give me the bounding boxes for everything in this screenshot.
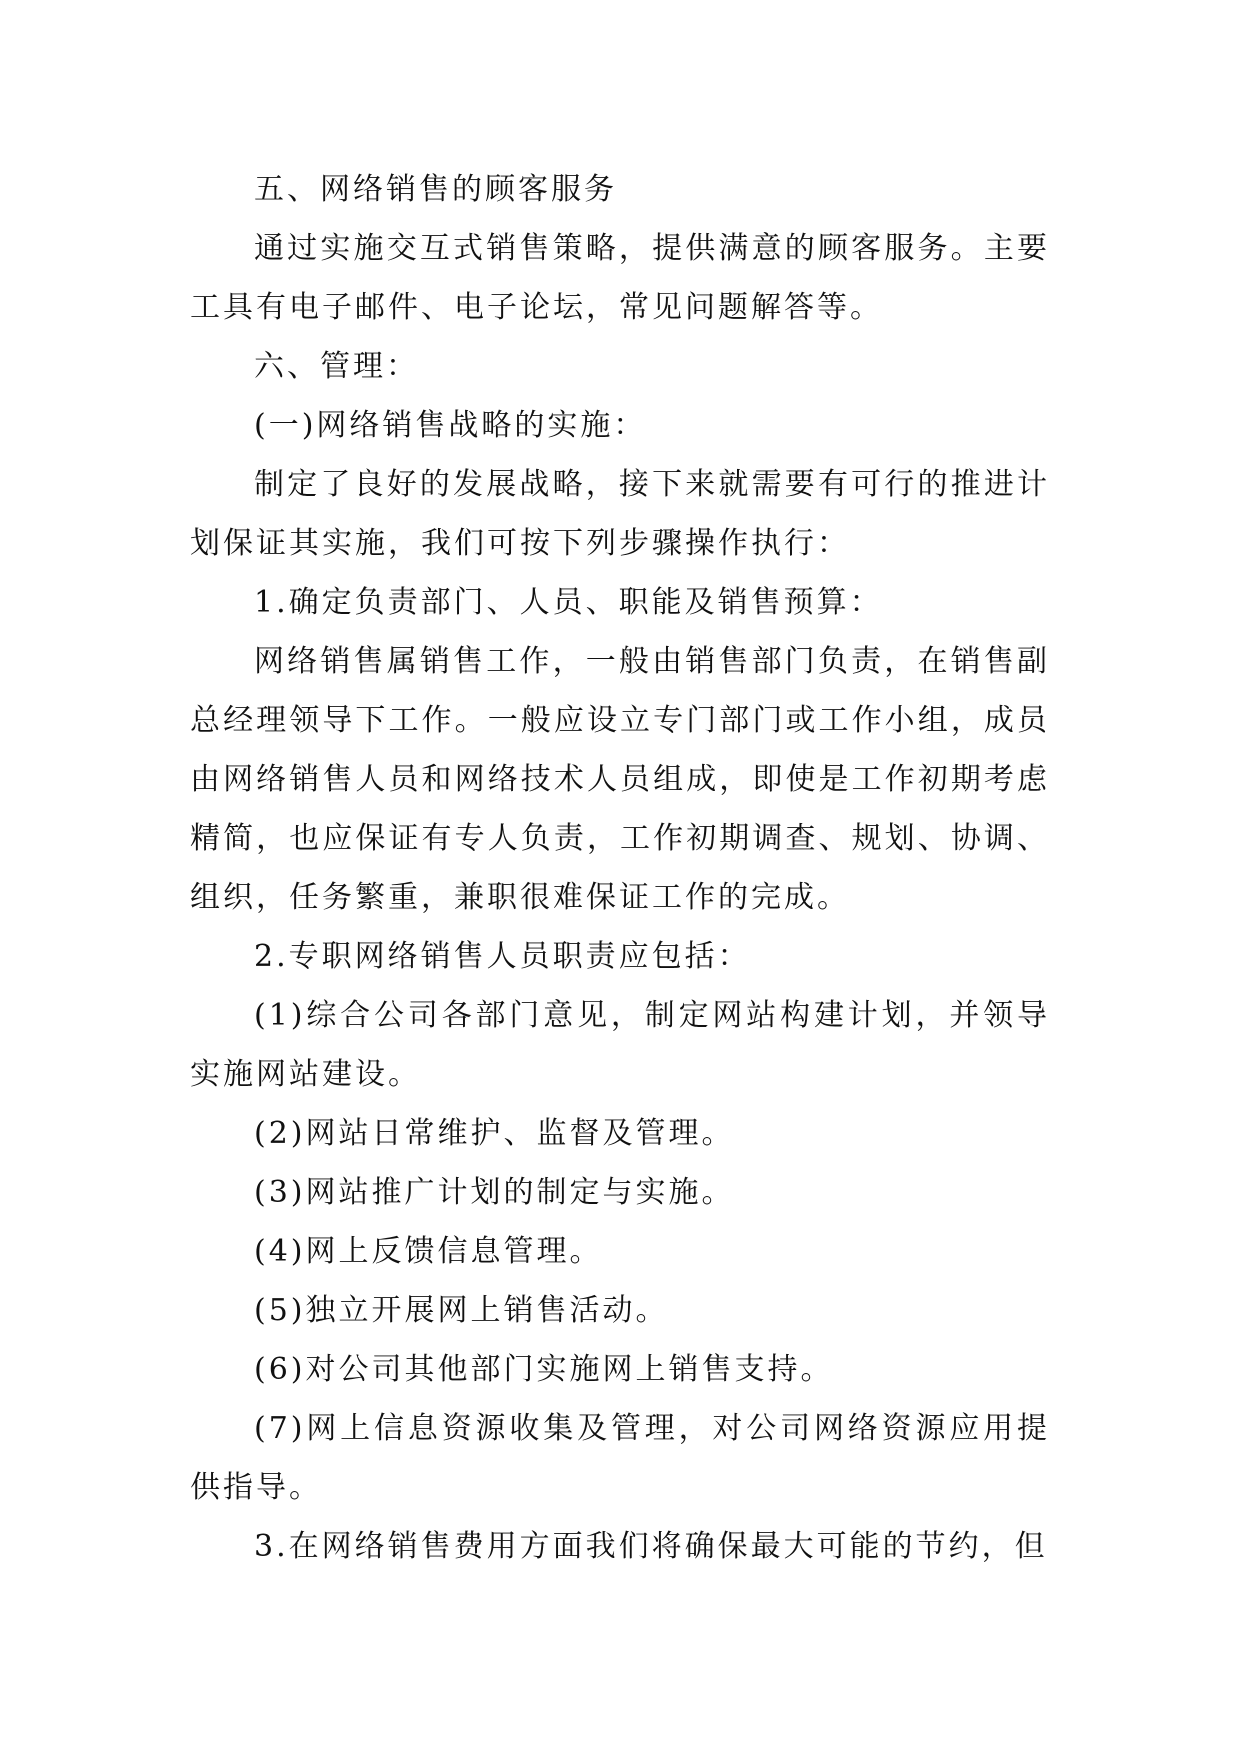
list-item: (4)网上反馈信息管理。 bbox=[254, 1234, 603, 1269]
document-body bbox=[190, 160, 1050, 1576]
paragraph: 网络销售属销售工作，一般由销售部门负责，在销售副总经理领导下工作。一般应设立专门部门或工作小组，成员由网络销售人员和网络技术人员组成，即使是工作初期考虑精简，也应保证有专人负责，工作初期调查、规划、协调、组织，任务繁重，兼职很难保证工作的完成。 bbox=[190, 644, 1050, 915]
list-item: (7)网上信息资源收集及管理，对公司网络资源应用提供指导。 bbox=[190, 1411, 1050, 1505]
subsection-heading: (一)网络销售战略的实施： bbox=[254, 408, 647, 443]
list-item: (6)对公司其他部门实施网上销售支持。 bbox=[254, 1352, 834, 1387]
list-item: 1.确定负责部门、人员、职能及销售预算： bbox=[254, 585, 883, 620]
list-item: (1)综合公司各部门意见，制定网站构建计划，并领导实施网站建设。 bbox=[190, 998, 1050, 1092]
paragraph: 通过实施交互式销售策略，提供满意的顾客服务。主要工具有电子邮件、电子论坛，常见问题解答等。 bbox=[190, 231, 1050, 325]
list-item: 2.专职网络销售人员职责应包括： bbox=[254, 939, 751, 974]
paragraph: 制定了良好的发展战略，接下来就需要有可行的推进计划保证其实施，我们可按下列步骤操作执行： bbox=[190, 467, 1050, 561]
section-heading-management: 六、管理： bbox=[254, 349, 419, 384]
list-item: (5)独立开展网上销售活动。 bbox=[254, 1293, 669, 1328]
list-item: (2)网站日常维护、监督及管理。 bbox=[254, 1116, 735, 1151]
list-item: (3)网站推广计划的制定与实施。 bbox=[254, 1175, 735, 1210]
section-heading-customer-service: 五、网络销售的顾客服务 bbox=[254, 172, 617, 207]
list-item: 3.在网络销售费用方面我们将确保最大可能的节约，但 bbox=[254, 1529, 1048, 1564]
